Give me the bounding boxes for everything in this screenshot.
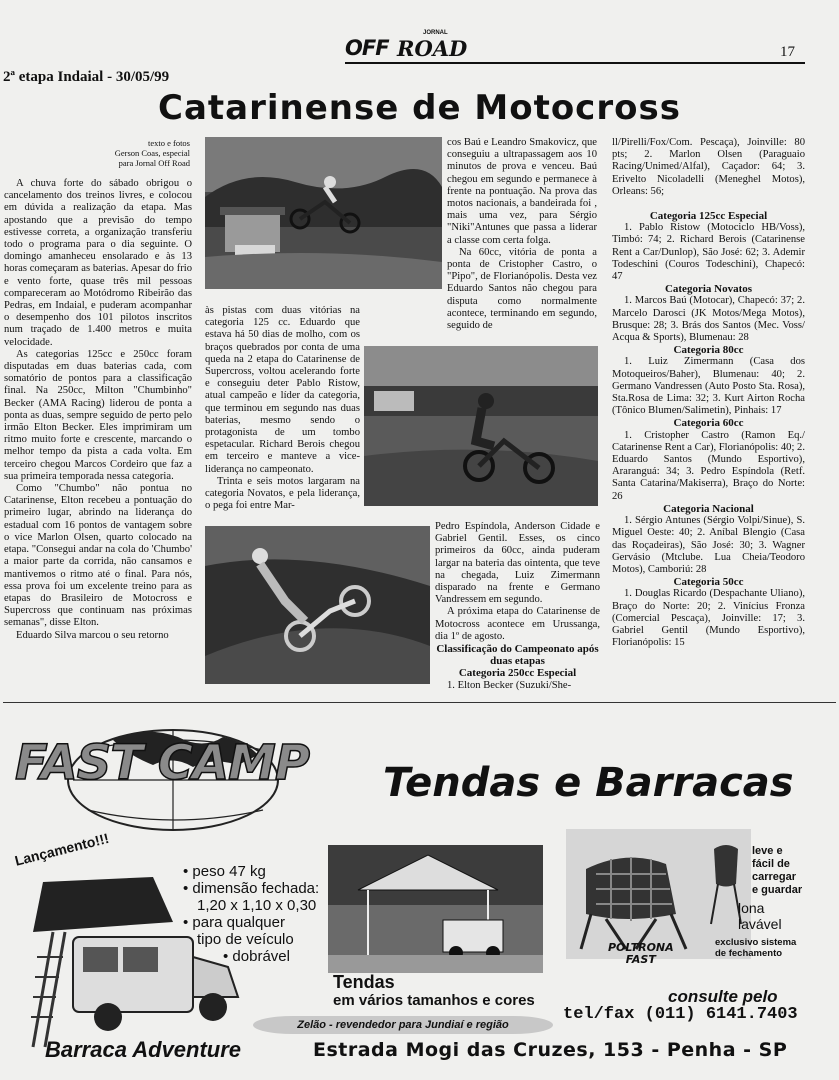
feature-line: de fechamento xyxy=(715,948,783,959)
feature-line: carregar xyxy=(752,871,797,883)
paragraph: Eduardo Silva marcou o seu retorno xyxy=(16,629,169,641)
results-category-title: Categoria 250cc Especial xyxy=(458,667,577,680)
results-category-title: Categoria 125cc Especial xyxy=(649,210,768,223)
contact-label: consulte pelo xyxy=(668,987,778,1006)
logo-road-text: ROAD xyxy=(397,36,468,61)
results-category-text: 1. Pablo Ristow (Motociclo HB/Voss), Timbó: 74; 2. Richard Berois (Catarinense Rent a Car/Dunlop), São José: 62; 3. Ademir Todeschini (Couros Todeschini), Chapecó: 47 xyxy=(612,222,805,283)
tendas-caption: Tendas xyxy=(333,972,395,992)
results-category-title: Categoria Nacional xyxy=(663,502,754,515)
feature-line: leve e xyxy=(752,845,783,857)
paragraph: cos Baú e Leandro Smakovicz, que conseguiu a ultrapassagem aos 10 minutos de prova e venceu. Baú chegou em segundo e permanece à frente na pontuação. Na prova das motos nacionais, a bandeirada foi , mais uma vez, para Sérgio "Niki"Antunes que passa a liderar a classe com certa folga. xyxy=(447,137,597,246)
fast-camp-advertisement xyxy=(3,705,836,1075)
tent-specs xyxy=(183,863,319,965)
results-category-text: 1. Elton Becker (Suzuki/She- xyxy=(447,679,572,691)
barraca-adventure-label: Barraca Adventure xyxy=(45,1037,242,1062)
motocross-photo-rider xyxy=(364,346,598,506)
article-column-2 xyxy=(205,305,360,512)
launch-label: Lançamento!!! xyxy=(13,829,111,869)
sizes-caption: em vários tamanhos e cores xyxy=(333,992,535,1009)
spec-line: 1,20 x 1,10 x 0,30 xyxy=(197,897,317,914)
paragraph: Pedro Espíndola, Anderson Cidade e Gabriel Gentil. Esses, os cinco primeiros da 60cc, ainda puderam largar na bateria das ointenta, que teve na chegada, Luiz Zimermann disparado na frente e Germano Vandressem em segundo. xyxy=(435,521,600,606)
spec-line: • dobrável xyxy=(223,948,290,965)
reseller-banner: Zelão - revendedor para Jundiaí e região xyxy=(253,1016,553,1034)
feature-line: lona xyxy=(738,900,765,916)
motocross-photo-jump xyxy=(205,137,442,289)
page-number: 17 xyxy=(780,44,795,60)
byline xyxy=(90,138,190,168)
results-category-text: 1. Sérgio Antunes (Sérgio Volpi/Sinue), S. Miguel Oeste: 40; 2. Aníbal Blengio (Casa das Roçadeiras), São José: 30; 3. Wagner Gervásio (Mtclube. Lua Cheia/Teodoro Motos), Camboriú: 28 xyxy=(612,515,805,575)
event-subheader: 2ª etapa Indaial - 30/05/99 xyxy=(3,69,170,85)
article-column-1 xyxy=(4,178,192,642)
article-column-3-top xyxy=(447,137,597,332)
header-rule xyxy=(345,62,805,64)
results-title: Classificação do Campeonato após duas etapas xyxy=(436,643,599,668)
logo-jornal-text: JORNAL xyxy=(423,30,448,36)
store-address: Estrada Mogi das Cruzes, 153 - Penha - SP xyxy=(313,1039,788,1061)
results-category-text: 1. Cristopher Castro (Ramon Eq./ Catarinense Rent a Car), Florianópolis: 40; 2. Eduardo Santos (Mundo Esportivo), Araranguá: 34; 3. Pedro Espíndola (Retf. Santa Catarina/Makiserra), Braço do Norte: 26 xyxy=(612,429,806,502)
off-road-logo xyxy=(345,30,468,64)
phone-number: tel/fax (011) 6141.7403 xyxy=(563,1005,798,1024)
feature-line: e guardar xyxy=(752,884,803,896)
results-category-title: Categoria 60cc xyxy=(673,417,744,430)
product-name-line: POLTRONA xyxy=(608,941,674,954)
spec-line: • dimensão fechada: xyxy=(183,880,320,897)
paragraph: As categorias 125cc e 250cc foram disputadas em duas baterias cada, com somatório de pontos para a classificação final. Na 250cc, Milton "Chumbinho" Becker (AMA Racing) liderou de ponta a ponta as duas, sempre seguido de perto pelo irmão Elton Becker. Eles imprimiram um ritmo muito forte e crescente, marcando o melhor tempo da pista a cada volta. Em terceiro chegou Marcos Cordeiro que faz a sua primeira temporada nessa categoria. xyxy=(4,348,192,482)
results-category-text: 1. Luiz Zimermann (Casa dos Motoqueiros/Baher), Blumenau: 40; 2. Germano Vandressen (Auto Posto Sta. Rosa), Sta.Rosa de Lima: 32; 3. Kurt Airton Rocha (Tônico Blumen/Salimetin), Pinhais: 17 xyxy=(612,356,805,417)
paragraph: às pistas com duas vitórias na categoria 125 cc. Eduardo que estava há 50 dias de molho, com os braços quebrados por conta de uma queda na 2 etapa do Catarinense de Supercross, voltou acelerando forte e conseguiu deter Pablo Ristow, atual campeão e líder da categoria, que terminou em segundo nas duas baterias, mesmo sendo o protagonista de um tombo espetacular. Richard Berois chegou em terceiro e manteve a vice-liderança no campeonato. xyxy=(205,305,360,475)
results-category-title: Categoria 80cc xyxy=(673,344,744,357)
product-name-line: FAST xyxy=(625,953,656,966)
spec-line: • para qualquer xyxy=(183,914,285,931)
paragraph: A próxima etapa do Catarinense de Motocross acontece em Urussanga, dia 1º de agosto. xyxy=(435,606,600,642)
feature-line: lavável xyxy=(738,916,782,932)
paragraph: Na 60cc, vitória de ponta a ponta de Cristopher Castro, o "Pipo", de Florianópolis. Desta vez Eduardo Santos não chegou para disputa como normalmente acontece, terminando em segundo, seguido de xyxy=(447,246,597,332)
article-headline: Catarinense de Motocross xyxy=(158,88,681,128)
canopy-tent-photo xyxy=(328,845,543,973)
results-text: ll/Pirelli/Fox/Com. Pescaça), Joinville: 80 pts; 2. Marlon Olsen (Paraguaio Racing/Unimed/Alfal), Caçador: 64; 3. Erivelto Nicoladelli (Meneghel Motos), Orleans: 56; xyxy=(612,137,805,197)
paragraph: Trinta e seis motos largaram na categoria Novatos, e pela liderança, o pega foi entre Mar- xyxy=(205,475,360,512)
closing-system-note xyxy=(715,937,796,959)
fabric-feature xyxy=(738,900,782,932)
logo-off-text: OFF xyxy=(345,36,389,60)
results-category-title: Categoria Novatos xyxy=(664,283,753,296)
results-category-text: 1. Marcos Baú (Motocar), Chapecó: 37; 2. Marcelo Darosci (JK Motos/Mega Motos), Brusque: 28; 3. Brás dos Santos (Mec. Voss/ Acqua & Sports), Blumenau: 28 xyxy=(612,295,805,344)
spec-line: tipo de veículo xyxy=(197,931,294,948)
results-category-text: 1. Douglas Ricardo (Despachante Uliano), Braço do Norte: 20; 2. Vinícius Fronza (Comercial Pescaça), Joinville: 17; 3. Gabriel Gentil (Mundo Esportivo), Florianópolis: 15 xyxy=(612,588,805,649)
byline-line: texto e fotos xyxy=(147,138,190,148)
ad-headline: Tendas e Barracas xyxy=(383,760,794,806)
motocross-photo-turn xyxy=(205,526,430,684)
feature-line: exclusivo sistema xyxy=(715,937,797,948)
article-column-3-bottom xyxy=(435,521,600,692)
spec-line: • peso 47 kg xyxy=(183,863,266,880)
paragraph: A chuva forte do sábado obrigou o cancelamento dos treinos livres, e colocou em dúvida a realização da etapa. Mas apostando que a previsão do tempo estivesse correta, a organização transferiu todo o programa para o dia seguinte. O domingo amanheceu ensolarado e às 13 horas começaram as baterias. Apesar do frio e vento forte, quase três mil pessoas compareceram ao Motódromo Ribeirão das Pedras, em Indaial, e puderam acompanhar o desempenho dos 101 pilotos inscritos num traçado de 1.400 metros e muita velocidade. xyxy=(4,178,192,348)
feature-line: fácil de xyxy=(752,858,790,870)
chair-feature-list xyxy=(752,845,802,897)
results-category-title: Categoria 50cc xyxy=(673,576,744,589)
poltrona-fast-label xyxy=(608,942,674,966)
byline-line: Gerson Coas, especial xyxy=(114,148,190,158)
ad-divider xyxy=(3,702,836,703)
fast-camp-brand: FAST CAMP xyxy=(15,735,310,791)
paragraph: Como "Chumbo" não pontua no Catarinense, Elton recebeu a pontuação do primeiro lugar, abrindo na liderança do estadual com 16 pontos de vantagem sobre o vice Marlon Olsen, quarto colocado na etapa. "Consegui andar na cola do 'Chumbo' a maior parte da corrida, não cansamos e mantivemos o ritmo até o final. Para nós, essa prova foi um excelente treino para as etapas do Brasileiro de Motocross e Supercross que continuam nas próximas semanas", disse Elton. xyxy=(4,483,192,629)
byline-line: para Jornal Off Road xyxy=(118,158,190,168)
results-column xyxy=(612,137,805,649)
